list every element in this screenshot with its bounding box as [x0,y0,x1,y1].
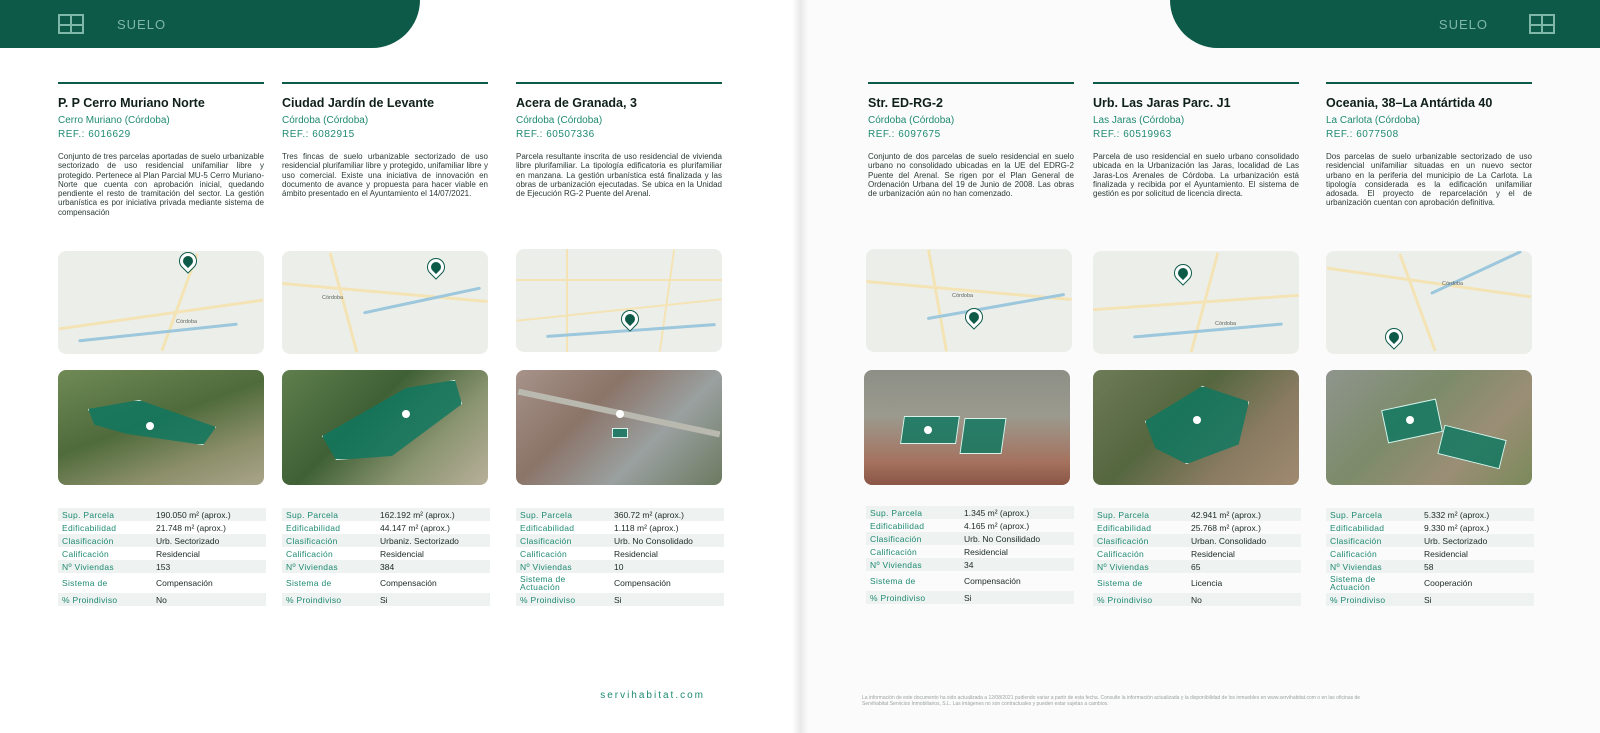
spec-row [1326,593,1534,606]
property-location: Las Jaras (Córdoba) [1093,115,1185,126]
spec-value: 384 [376,560,490,573]
spec-label: % Proindiviso [58,593,152,606]
property-title: Str. ED-RG-2 [868,96,944,110]
legal-disclaimer: La información de este documento ha sido actualizada a 12/08/2021 pudiendo variar a partir de esta fecha. Consulte la información actualizada y la disponibilidad de los inmuebles en www.servihabitat.com o en las oficinas de Servihabitat Servicios Inmobiliarios, S.L. Las imágenes no son contractuales y pueden estar sujetas a cambios. [862,695,1361,707]
spec-label: Calificación [62,548,110,559]
spec-label: Sistema de [62,578,108,588]
spec-value: Residencial [156,548,200,559]
map-pin-icon [619,308,642,331]
spec-value: Si [376,593,490,606]
aerial-photo[interactable] [1326,370,1532,485]
property-description: Parcela de uso residencial en suelo urbano consolidado ubicada en la Urbanización las Jaras, localidad de Las Jaras-Los Arenales de Córdoba. La urbanización está finalizada y recibida por el Ayuntamiento. El sistema de gestión es por solicitud de licencia directa. [1093,152,1299,199]
spec-label: Sup. Parcela [282,508,376,521]
spec-row [58,534,266,547]
map-road [659,249,675,351]
spec-label: Sistema de [286,578,332,588]
spec-value: Licencia [1191,578,1223,588]
location-map[interactable] [1326,251,1532,354]
spec-label: Nº Viviendas [1326,560,1420,573]
spec-value: 4.165 m² (aprox.) [964,520,1030,531]
property-title: Oceania, 38–La Antártida 40 [1326,96,1493,110]
spec-value: Cooperación [1424,578,1473,588]
plot-outline [1437,425,1506,470]
spec-label: Edificabilidad [62,522,117,533]
spec-row [282,508,490,521]
card-divider [868,82,1074,84]
spec-row [58,508,266,521]
spec-value: Compensación [156,578,213,588]
map-road [1327,267,1531,299]
spec-value: Urb. No Consolidado [610,534,724,547]
property-location: Cerro Muriano (Córdoba) [58,115,170,126]
spec-value: Residencial [1191,548,1235,559]
specs-table [866,506,1074,604]
spec-value: Urb. Sectorizado [152,534,266,547]
plot-marker-icon [1193,416,1201,424]
location-map[interactable] [58,251,264,354]
spec-value: Si [610,593,724,606]
plot-outline [959,418,1006,454]
property-title: Urb. Las Jaras Parc. J1 [1093,96,1231,110]
property-description: Conjunto de tres parcelas aportadas de suelo urbanizable sectorizado de uso residencial unifamiliar libre y protegido. Pertenece al Plan Parcial MU-5 Cerro Muriano-Norte que cuenta con aprobación inicial, quedando pendiente el resto de tramitación del sector. La gestión urbanística es por iniciativa privada mediante sistema de compensación [58,152,264,217]
spec-row [866,571,1074,591]
spec-row [1093,573,1301,593]
spec-label: % Proindiviso [516,593,610,606]
spec-value: 360.72 m² (aprox.) [610,508,724,521]
map-road [329,252,359,352]
spec-row [58,560,266,573]
map-label: Córdoba [176,319,198,325]
spec-value: 34 [960,558,1074,571]
spec-label: Calificación [870,546,918,557]
plot-marker-icon [402,410,410,418]
spec-label: Clasificación [866,532,960,545]
header-band [0,0,420,48]
spec-label: Sistema de [1097,578,1143,588]
spec-value: Residencial [964,546,1008,557]
aerial-photo[interactable] [516,370,722,485]
spec-label: Calificación [520,548,568,559]
card-divider [1093,82,1299,84]
specs-table [516,508,724,606]
spec-value: No [152,593,266,606]
location-map[interactable] [1093,251,1299,354]
spec-label: Nº Viviendas [866,558,960,571]
spec-row [282,560,490,573]
spec-label: Clasificación [282,534,376,547]
property-ref: REF.: 6077508 [1326,129,1399,140]
plot-marker-icon [1406,416,1414,424]
spec-row [1326,560,1534,573]
map-road [1398,254,1436,352]
spec-label: Nº Viviendas [282,560,376,573]
spec-label: Edificabilidad [286,522,341,533]
spec-label: Calificación [1330,548,1378,559]
spec-row [1093,534,1301,547]
spec-row [866,519,1074,532]
property-card[interactable] [868,82,1074,242]
spec-value: 9.330 m² (aprox.) [1424,522,1490,533]
spec-value: Si [960,591,1074,604]
spec-value: 44.147 m² (aprox.) [380,522,450,533]
spec-row [516,560,724,573]
spec-row [282,593,490,606]
map-road [516,298,721,322]
spec-row [1093,521,1301,534]
property-description: Conjunto de dos parcelas de suelo residencial en suelo urbano no consolidado ubicadas en la UE del EDRG-2 Puente del Arenal. Se rigen por el Plan General de Ordenación Urbana del 19 de Junio de 2008. Las obras de urbanización aún no han comenzado. [868,152,1074,199]
spec-label: Edificabilidad [870,520,925,531]
website-link[interactable]: servihabitat.com [600,690,705,701]
spec-label: % Proindiviso [1093,593,1187,606]
map-road [1093,294,1299,311]
plot-outline [322,380,462,460]
aerial-photo[interactable] [864,370,1070,485]
property-ref: REF.: 6097675 [868,129,941,140]
spec-value: Residencial [380,548,424,559]
card-divider [282,82,488,84]
property-ref: REF.: 60507336 [516,129,595,140]
property-card[interactable] [282,82,488,242]
spec-value: Residencial [1424,548,1468,559]
map-river [78,323,237,343]
spec-row [516,547,724,560]
spec-row [866,506,1074,519]
map-label: Córdoba [1442,281,1464,287]
spec-row [866,545,1074,558]
property-ref: REF.: 6082915 [282,129,355,140]
spec-row [516,593,724,606]
map-river [1133,322,1283,338]
spec-row [516,534,724,547]
spec-row [1326,508,1534,521]
spec-row [1093,508,1301,521]
card-divider [58,82,264,84]
map-road [927,250,948,352]
right-page [800,0,1600,733]
spec-row [1326,573,1534,593]
property-card[interactable] [58,82,264,242]
spec-value: Compensación [964,576,1021,586]
spec-value: 42.941 m² (aprox.) [1187,508,1301,521]
map-pin-icon [425,256,448,279]
property-description: Dos parcelas de suelo urbanizable sectorizado de uso residencial unifamiliar situadas en un nuevo sector urbano en la periferia del municipio de La Carlota. La tipología considerada es la edificación unifamiliar adosada. El proyecto de reparcelación y el de urbanización cuentan con aprobación definitiva. [1326,152,1532,208]
plot-marker-icon [924,426,932,434]
plot-outline [1145,386,1249,464]
spec-value: 1.118 m² (aprox.) [614,522,679,533]
section-title: SUELO [1438,17,1488,32]
specs-table [1326,508,1534,606]
spec-value: 190.050 m² (aprox.) [152,508,266,521]
spec-value: 10 [610,560,724,573]
spec-label: Sup. Parcela [516,508,610,521]
spec-row [866,591,1074,604]
spec-label: Edificabilidad [1097,522,1152,533]
spec-row [1326,521,1534,534]
spec-label: % Proindiviso [866,591,960,604]
spec-label: Sup. Parcela [58,508,152,521]
spec-row [282,534,490,547]
plot-outline [612,428,628,438]
property-location: Córdoba (Córdoba) [868,115,955,126]
spec-value: Urb. No Consilidado [960,532,1074,545]
map-road [160,254,198,352]
property-description: Tres fincas de suelo urbanizable sectorizado de uso residencial plurifamiliar libre y protegido, unifamiliar libre y uso comercial. Existe una iniciativa de innovación en documento de avance y propuesta para hacer viable en ámbito presentado en el Ayuntamiento el 14/07/2021. [282,152,488,199]
property-title: P. P Cerro Muriano Norte [58,96,205,110]
spec-label: Calificación [286,548,334,559]
property-description: Parcela resultante inscrita de uso residencial de vivienda libre plurifamiliar. La tipología edificatoria es plurifamiliar en manzana. La gestión urbanística está finalizada y las obras de urbanización ejecutadas. Se ubica en la Unidad de Ejecución RG-2 Puente del Arenal. [516,152,722,199]
spec-row [866,532,1074,545]
section-title: SUELO [117,17,167,32]
spec-label: Sistema de [870,576,916,586]
spec-value: 25.768 m² (aprox.) [1191,522,1261,533]
spec-value: Compensación [380,578,437,588]
property-title: Acera de Granada, 3 [516,96,637,110]
spec-label: Clasificación [1093,534,1187,547]
map-label: Córdoba [322,295,344,301]
spec-row [58,593,266,606]
property-ref: REF.: 60519963 [1093,129,1172,140]
property-ref: REF.: 6016629 [58,129,131,140]
spec-value: 162.192 m² (aprox.) [376,508,490,521]
spec-label: Sistema de Actuación [520,574,566,592]
spec-row [1093,593,1301,606]
specs-table [282,508,490,606]
spec-value: Urb. Sectorizado [1420,534,1534,547]
location-map[interactable] [866,249,1072,352]
spec-value: 21.748 m² (aprox.) [156,522,226,533]
spec-row [516,508,724,521]
header-band [1170,0,1600,48]
map-label: Córdoba [952,293,974,299]
spec-row [58,521,266,534]
spec-row [1093,547,1301,560]
spec-value: 5.332 m² (aprox.) [1420,508,1534,521]
spec-row [1093,560,1301,573]
spec-value: Urban. Consolidado [1187,534,1301,547]
spec-label: Clasificación [58,534,152,547]
plot-marker-icon [146,422,154,430]
spec-row [58,573,266,593]
book-gutter [792,0,808,733]
specs-table [1093,508,1301,606]
spec-label: Sistema de Actuación [1330,574,1376,592]
spec-label: Nº Viviendas [516,560,610,573]
property-location: Córdoba (Córdoba) [516,115,603,126]
map-road [516,279,722,281]
spec-value: Compensación [614,578,671,588]
building-plan-icon [58,14,84,34]
spec-value: 65 [1187,560,1301,573]
spec-label: Sup. Parcela [1326,508,1420,521]
spec-row [282,573,490,593]
spec-label: Clasificación [1326,534,1420,547]
spec-label: Sup. Parcela [1093,508,1187,521]
aerial-photo[interactable] [282,370,488,485]
spec-value: 1.345 m² (aprox.) [960,506,1074,519]
spec-label: Nº Viviendas [58,560,152,573]
property-card[interactable] [1093,82,1299,242]
spec-value: 58 [1420,560,1534,573]
spec-row [282,547,490,560]
spec-label: Clasificación [516,534,610,547]
map-label: Córdoba [1215,321,1237,327]
specs-table [58,508,266,606]
spec-row [282,521,490,534]
spec-label: % Proindiviso [1326,593,1420,606]
spec-row [1326,547,1534,560]
spec-label: Calificación [1097,548,1145,559]
map-river [927,293,1065,320]
spec-label: % Proindiviso [282,593,376,606]
spec-value: 153 [152,560,266,573]
location-map[interactable] [282,251,488,354]
spec-value: Residencial [614,548,658,559]
map-road [566,249,568,352]
location-map[interactable] [516,249,722,352]
spec-label: Nº Viviendas [1093,560,1187,573]
property-card[interactable] [1326,82,1532,242]
spec-value: No [1187,593,1301,606]
spec-row [516,521,724,534]
spec-label: Edificabilidad [1330,522,1385,533]
spec-row [516,573,724,593]
map-pin-icon [1172,262,1195,285]
plot-marker-icon [616,410,624,418]
spec-row [866,558,1074,571]
building-plan-icon [1529,14,1555,34]
card-divider [1326,82,1532,84]
spec-value: Si [1420,593,1534,606]
property-card[interactable] [516,82,722,242]
spec-row [1326,534,1534,547]
spec-row [58,547,266,560]
spec-label: Sup. Parcela [866,506,960,519]
card-divider [516,82,722,84]
aerial-photo[interactable] [1093,370,1299,485]
property-location: La Carlota (Córdoba) [1326,115,1420,126]
spec-label: Edificabilidad [520,522,575,533]
property-title: Ciudad Jardín de Levante [282,96,435,110]
map-pin-icon [1383,326,1406,349]
aerial-photo[interactable] [58,370,264,485]
spec-value: Urbaniz. Sectorizado [376,534,490,547]
property-location: Córdoba (Córdoba) [282,115,369,126]
